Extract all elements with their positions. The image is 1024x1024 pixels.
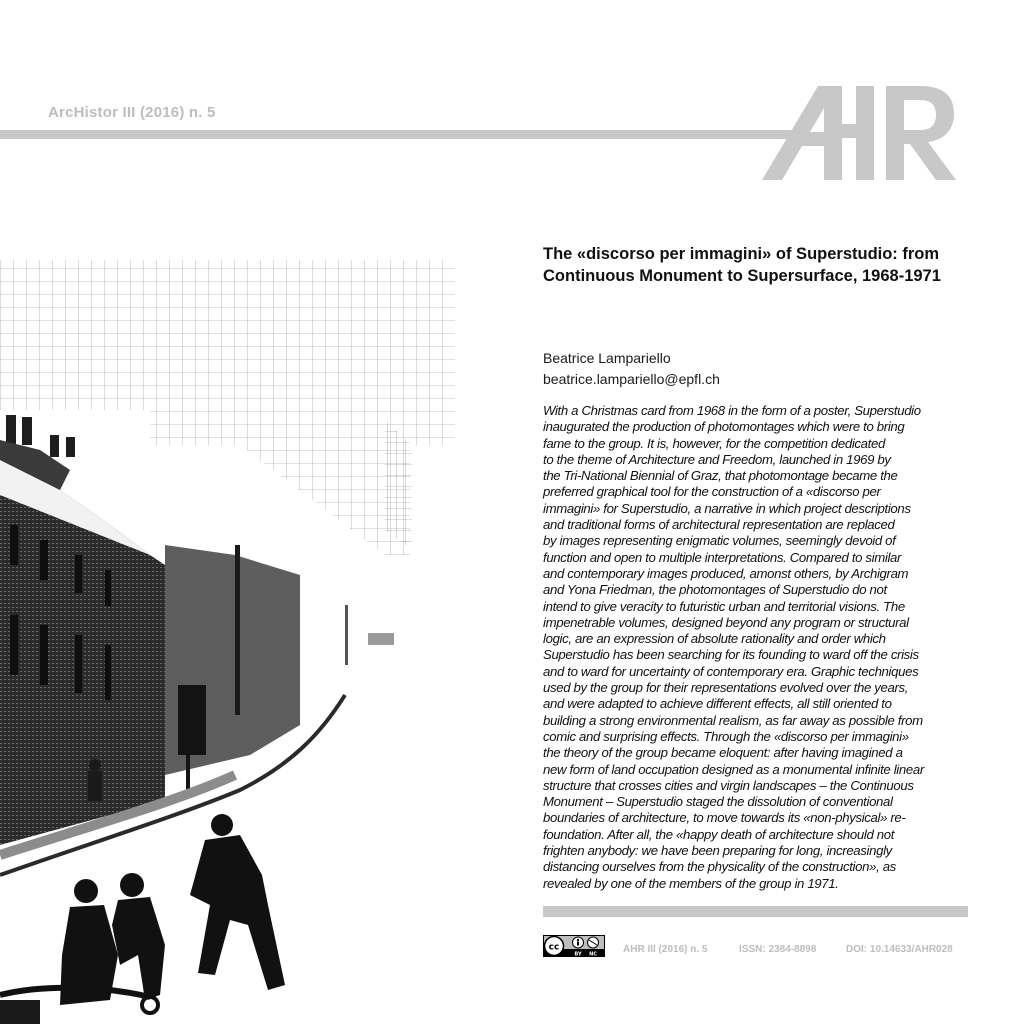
photomontage-image [0,255,470,1024]
author-name: Beatrice Lampariello [543,350,671,366]
abstract-line: function and open to multiple interpretations. Compared to similar [543,549,902,565]
abstract-line: distancing ourselves from the physicality of the construction», as [543,859,896,875]
abstract-line: structure that crosses cities and virgin landscapes – the Continuous [543,777,914,793]
abstract-line: the Tri-National Biennial of Graz, that photomontage became the [543,468,898,484]
abstract-line: and contemporary images produced, amonst others, by Archigram [543,565,909,581]
footer-doi[interactable]: DOI: 10.14633/AHR028 [846,944,953,955]
footer-issn: ISSN: 2384-8898 [739,944,817,955]
svg-text:cc: cc [548,942,560,953]
abstract-line: comic and surprising effects. Through the «discorso per immagini» [543,728,909,744]
svg-text:BY: BY [574,951,582,957]
abstract-line: building a strong environmental realism, as far away as possible from [543,712,923,728]
abstract-line: revealed by one of the members of the group in 1971. [543,875,839,891]
abstract-line: preferred graphical tool for the construction of a «discorso per [543,484,881,500]
abstract-line: impenetrable volumes, designed beyond any program or structural [543,614,909,630]
abstract-line: the theory of the group became eloquent: after having imagined a [543,745,903,761]
article-title [543,243,983,287]
abstract-line: and were adapted to achieve different effects, all still oriented to [543,696,892,712]
abstract-line: immagini» for Superstudio, a narrative in which project descriptions [543,500,911,516]
abstract-line: foundation. After all, the «happy death of architecture should not [543,826,895,842]
journal-label: ArcHistor III (2016) n. 5 [48,104,216,121]
footer-issue: AHR III (2016) n. 5 [623,944,708,955]
abstract-line: and to ward for uncertainty of contemporary era. Graphic techniques [543,663,919,679]
abstract-line: to the theme of Architecture and Freedom, launched in 1969 by [543,451,891,467]
title-line: The «discorso per immagini» of Superstudio: from [543,245,940,263]
abstract-line: boundaries of architecture, to move towards its «non-physical» re- [543,810,906,826]
author-email[interactable]: beatrice.lampariello@epfl.ch [543,371,720,387]
abstract-line: and Yona Friedman, the photomontages of Superstudio do not [543,582,887,598]
abstract-line: With a Christmas card from 1968 in the form of a poster, Superstudio [543,403,921,418]
abstract-line: new form of land occupation designed as a monumental infinite linear [543,761,924,777]
abstract-line: frighten anybody: we have been preparing for long, increasingly [543,843,892,859]
abstract-line: by images representing enigmatic volumes, seemingly devoid of [543,533,896,549]
abstract-line: Monument – Superstudio staged the dissolution of conventional [543,794,893,810]
abstract-line: and traditional forms of architectural representation are replaced [543,517,895,533]
abstract [543,403,971,892]
title-line: Continuous Monument to Supersurface, 1968-1971 [543,267,941,285]
abstract-line: intend to give veracity to futuristic urban and territorial visions. The [543,598,905,614]
abstract-line: used by the group for their representations evolved over the years, [543,680,909,696]
cc-by-nc-license-icon[interactable] [543,935,605,957]
abstract-line: fame to the group. It is, however, for the competition dedicated [543,435,885,451]
footer-rule [543,906,968,917]
ahr-logo [760,84,960,182]
abstract-line: logic, are an expression of absolute rationality and order which [543,631,886,647]
svg-text:NC: NC [589,951,597,957]
header-rule [0,130,820,139]
abstract-line: Superstudio has been searching for its founding to ward off the crisis [543,647,919,663]
abstract-line: inaugurated the production of photomontages which were to bring [543,419,905,435]
